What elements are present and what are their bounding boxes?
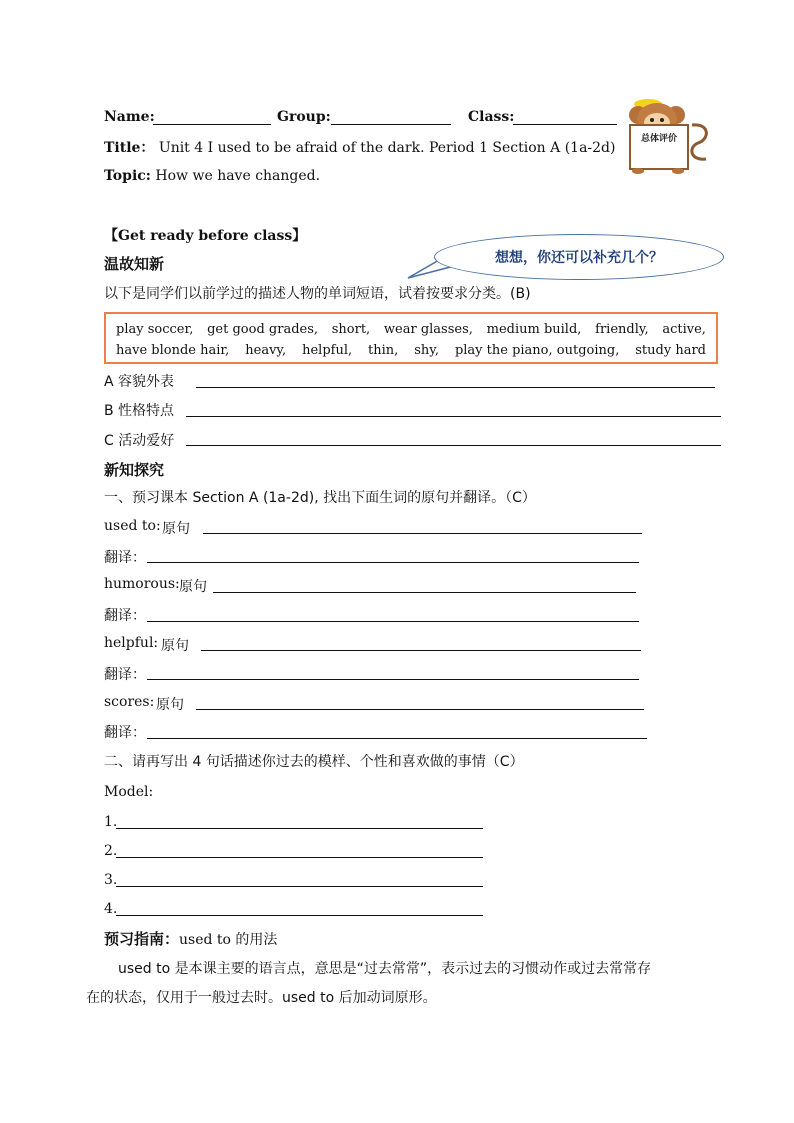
word-scores: scores: (104, 694, 155, 710)
category-c-label: C 活动爱好 (104, 433, 175, 449)
word-row-1 (116, 319, 706, 340)
guide-paragraph-line-2: 在的状态，仅用于一般过去时。used to 后加动词原形。 (86, 990, 437, 1006)
trans-blank-2[interactable] (147, 621, 639, 622)
model-label: Model: (104, 784, 154, 800)
think-bubble (434, 234, 724, 280)
sentence-blank-4[interactable] (116, 915, 483, 916)
word-humorous: humorous: (104, 576, 180, 592)
trans-blank-1[interactable] (147, 562, 639, 563)
new-heading: 新知探究 (104, 461, 165, 479)
word-row-2 (116, 340, 706, 361)
word-item: study hard (635, 343, 706, 358)
badge-text: 总体评价 (640, 134, 678, 144)
orig-blank-4[interactable] (196, 709, 644, 710)
word-item: get good grades, (207, 322, 319, 337)
word-item: friendly, (595, 322, 649, 337)
title-label: Title： (104, 140, 155, 156)
orig-label-4: 原句 (156, 697, 184, 713)
part-two-instruction: 二、请再写出 4 句话描述你过去的模样、个性和喜欢做的事情（C） (104, 754, 524, 770)
word-item: play soccer, (116, 322, 194, 337)
monkey-evaluation-icon (618, 95, 714, 175)
word-item: heavy, (245, 343, 287, 358)
review-instruction: 以下是同学们以前学过的描述人物的单词短语，试着按要求分类。(B) (104, 286, 531, 302)
sentence-blank-3[interactable] (116, 886, 483, 887)
orig-label-2: 原句 (179, 579, 207, 595)
title-text: Unit 4 I used to be afraid of the dark. Period 1 Section A (1a-2d) (158, 140, 616, 156)
word-item: short, (331, 322, 371, 337)
trans-label-3: 翻译： (104, 667, 146, 683)
word-item: active, (662, 322, 706, 337)
word-item: have blonde hair, (116, 343, 230, 358)
topic-label: Topic: (104, 168, 151, 184)
word-used-to: used to: (104, 518, 161, 534)
guide-line (104, 928, 277, 949)
bubble-text: 想想，你还可以补充几个？ (495, 250, 663, 266)
word-item: thin, (368, 343, 399, 358)
guide-heading-tail: used to 的用法 (179, 932, 278, 948)
sentence-number-4: 4. (104, 901, 118, 917)
word-item: wear glasses, (383, 322, 473, 337)
category-c-blank[interactable] (186, 445, 721, 446)
word-box (104, 312, 718, 364)
title-line (104, 137, 615, 157)
orig-label-1: 原句 (162, 521, 190, 537)
word-helpful: helpful: (104, 635, 159, 651)
category-a-label: A 容貌外表 (104, 374, 175, 390)
guide-paragraph-line-1: used to 是本课主要的语言点，意思是“过去常常”，表示过去的习惯动作或过去常常存 (118, 961, 652, 977)
category-b-label: B 性格特点 (104, 403, 175, 419)
group-label: Group: (277, 109, 331, 125)
sentence-number-1: 1. (104, 814, 118, 830)
sentence-blank-2[interactable] (116, 857, 483, 858)
guide-heading: 预习指南： (104, 930, 180, 948)
class-blank[interactable] (513, 124, 617, 125)
trans-label-1: 翻译： (104, 550, 146, 566)
section-get-ready: 【Get ready before class】 (104, 228, 307, 244)
name-blank[interactable] (153, 124, 271, 125)
sentence-number-2: 2. (104, 843, 118, 859)
orig-label-3: 原句 (161, 638, 189, 654)
word-item: play the piano, outgoing, (454, 343, 620, 358)
trans-blank-3[interactable] (147, 679, 639, 680)
topic-line (104, 168, 320, 184)
sentence-blank-1[interactable] (116, 828, 483, 829)
name-label: Name: (104, 109, 155, 125)
trans-blank-4[interactable] (147, 738, 647, 739)
word-item: helpful, (302, 343, 353, 358)
word-item: shy, (414, 343, 440, 358)
word-item: medium build, (486, 322, 582, 337)
class-label: Class: (468, 109, 515, 125)
trans-label-4: 翻译： (104, 725, 146, 741)
orig-blank-2[interactable] (213, 592, 636, 593)
topic-text: How we have changed. (155, 168, 321, 184)
group-blank[interactable] (331, 124, 451, 125)
part-one-instruction: 一、预习课本 Section A (1a-2d), 找出下面生词的原句并翻译。（C） (104, 490, 536, 506)
trans-label-2: 翻译： (104, 608, 146, 624)
category-b-blank[interactable] (186, 416, 721, 417)
review-heading: 温故知新 (104, 255, 165, 273)
category-a-blank[interactable] (196, 387, 715, 388)
sentence-number-3: 3. (104, 872, 118, 888)
orig-blank-3[interactable] (201, 650, 641, 651)
orig-blank-1[interactable] (203, 533, 642, 534)
